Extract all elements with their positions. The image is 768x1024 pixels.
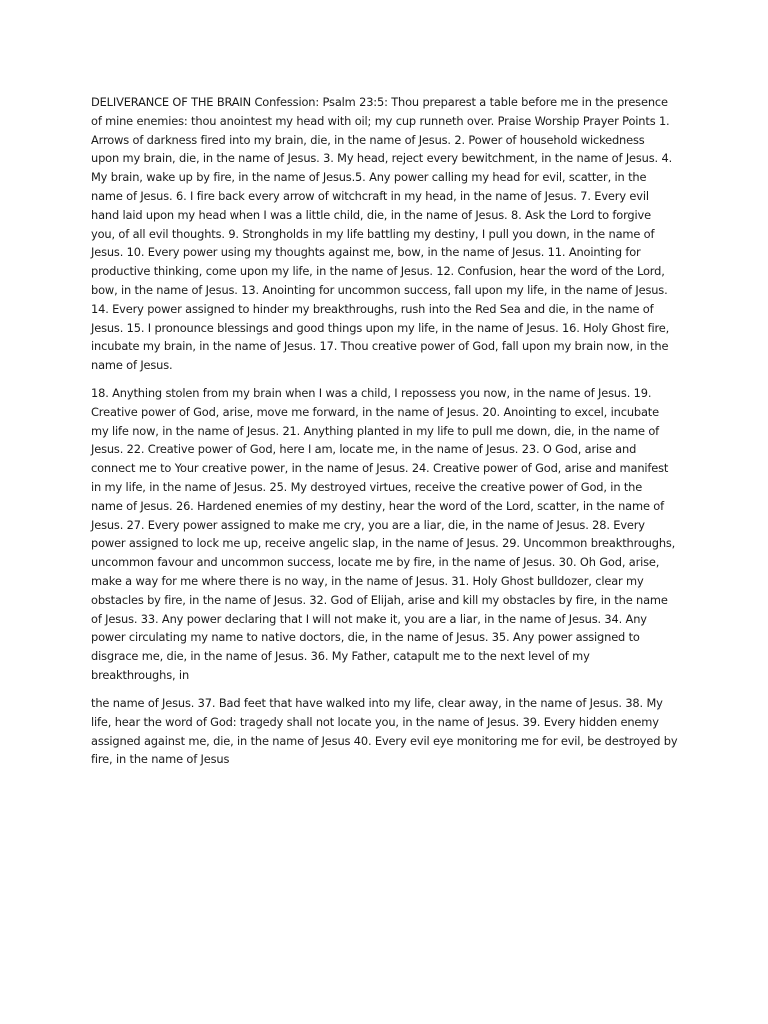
paragraph-line: incubate my brain, in the name of Jesus. 17. Thou creative power of God, fall upon my brain now, in the bbox=[91, 339, 669, 354]
paragraph-line: My brain, wake up by fire, in the name of Jesus.5. Any power calling my head for evil, scatter, in the bbox=[91, 170, 647, 185]
paragraph-line: of mine enemies: thou anointest my head with oil; my cup runneth over. Praise Worship Prayer Points 1. bbox=[91, 113, 670, 128]
paragraph-line: upon my brain, die, in the name of Jesus. 3. My head, reject every bewitchment, in the name of Jesus. 4. bbox=[91, 151, 673, 166]
paragraph-line: my life now, in the name of Jesus. 21. Anything planted in my life to pull me down, die, in the name of bbox=[91, 423, 660, 438]
paragraph-line: breakthroughs, in bbox=[91, 667, 190, 682]
paragraph-line: make a way for me where there is no way, in the name of Jesus. 31. Holy Ghost bulldozer, clear my bbox=[91, 573, 644, 588]
paragraph-line: bow, in the name of Jesus. 13. Anointing for uncommon success, fall upon my life, in the name of Jesus. bbox=[91, 282, 668, 297]
paragraph-line: obstacles by fire, in the name of Jesus. 32. God of Elijah, arise and kill my obstacles by fire, in the name bbox=[91, 592, 668, 607]
paragraph-line: 18. Anything stolen from my brain when I was a child, I repossess you now, in the name of Jesus. 19. bbox=[91, 386, 652, 400]
paragraph-line: of Jesus. 33. Any power declaring that I will not make it, you are a liar, in the name of Jesus. 34. Any bbox=[91, 611, 647, 626]
paragraph-line: 14. Every power assigned to hinder my breakthroughs, rush into the Red Sea and die, in the name of bbox=[91, 301, 654, 316]
paragraph-line: the name of Jesus. 37. Bad feet that have walked into my life, clear away, in the name of Jesus. 38. My bbox=[91, 696, 663, 710]
paragraph-line: you, of all evil thoughts. 9. Strongholds in my life battling my destiny, I pull you down, in the name of bbox=[91, 226, 655, 241]
paragraph-line: hand laid upon my head when I was a little child, die, in the name of Jesus. 8. Ask the Lord to forgive bbox=[91, 207, 651, 222]
paragraph-line: power assigned to lock me up, receive angelic slap, in the name of Jesus. 29. Uncommon breakthroughs, bbox=[91, 536, 676, 551]
paragraph-line: Jesus. 15. I pronounce blessings and good things upon my life, in the name of Jesus. 16. Holy Ghost fire, bbox=[91, 320, 670, 335]
paragraph-line: name of Jesus. 26. Hardened enemies of my destiny, hear the word of the Lord, scatter, in the name of bbox=[91, 498, 664, 513]
paragraph-3 bbox=[91, 694, 679, 769]
paragraph-line: Creative power of God, arise, move me forward, in the name of Jesus. 20. Anointing to excel, incubate bbox=[91, 404, 659, 419]
paragraph-line: life, hear the word of God: tragedy shall not locate you, in the name of Jesus. 39. Every hidden enemy bbox=[91, 714, 659, 729]
paragraph-line: power circulating my name to native doctors, die, in the name of Jesus. 35. Any power assigned to bbox=[91, 630, 640, 645]
paragraph-line: name of Jesus. bbox=[91, 358, 173, 373]
paragraph-line: Arrows of darkness fired into my brain, die, in the name of Jesus. 2. Power of household wickedness bbox=[91, 132, 645, 147]
paragraph-line: Jesus. 27. Every power assigned to make me cry, you are a liar, die, in the name of Jesus. 28. Every bbox=[91, 517, 645, 532]
paragraph-line: uncommon favour and uncommon success, locate me by fire, in the name of Jesus. 30. Oh God, arise, bbox=[91, 555, 660, 570]
paragraph-line: fire, in the name of Jesus bbox=[91, 752, 230, 767]
paragraph-2 bbox=[91, 384, 679, 685]
paragraph-line: in my life, in the name of Jesus. 25. My destroyed virtues, receive the creative power of God, in the bbox=[91, 479, 643, 494]
paragraph-line: Jesus. 10. Every power using my thoughts against me, bow, in the name of Jesus. 11. Anointing for bbox=[91, 245, 641, 260]
paragraph-line: assigned against me, die, in the name of Jesus 40. Every evil eye monitoring me for evil, be destroyed by bbox=[91, 733, 678, 748]
paragraph-1 bbox=[91, 93, 679, 375]
paragraph-line: connect me to Your creative power, in the name of Jesus. 24. Creative power of God, arise and manifest bbox=[91, 461, 669, 476]
paragraph-line: DELIVERANCE OF THE BRAIN Confession: Psalm 23:5: Thou preparest a table before me in the presence bbox=[91, 95, 668, 109]
paragraph-line: disgrace me, die, in the name of Jesus. 36. My Father, catapult me to the next level of my bbox=[91, 649, 590, 664]
paragraph-line: name of Jesus. 6. I fire back every arrow of witchcraft in my head, in the name of Jesus. 7. Every evil bbox=[91, 188, 649, 203]
paragraph-line: productive thinking, come upon my life, in the name of Jesus. 12. Confusion, hear the word of the Lord, bbox=[91, 264, 665, 279]
paragraph-line: Jesus. 22. Creative power of God, here I am, locate me, in the name of Jesus. 23. O God, arise and bbox=[91, 442, 637, 457]
